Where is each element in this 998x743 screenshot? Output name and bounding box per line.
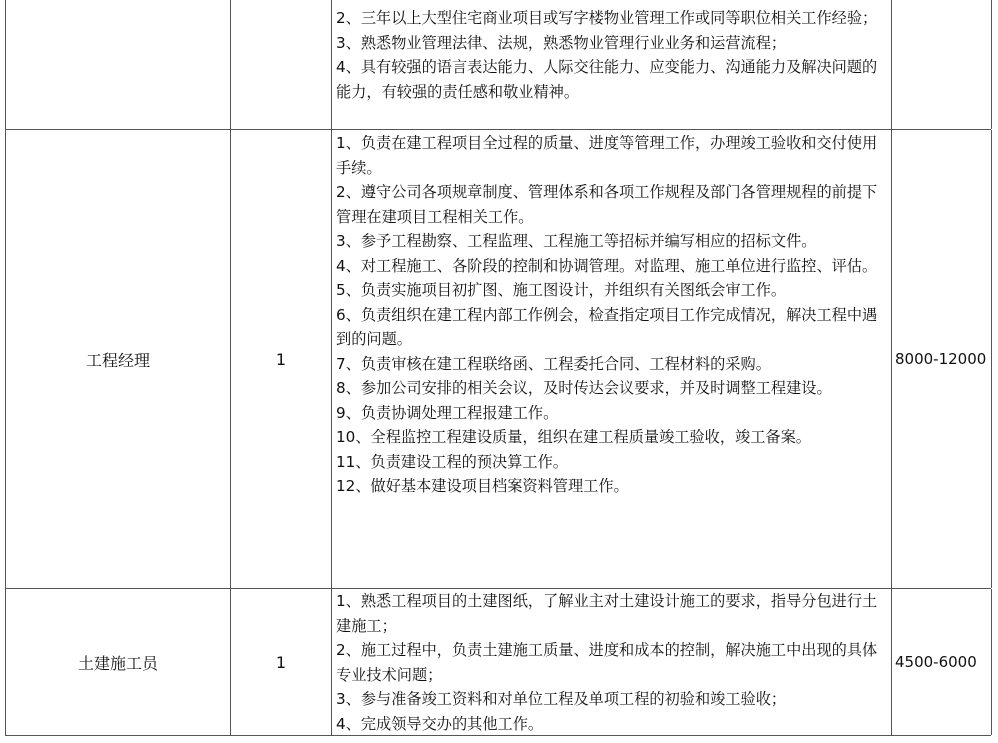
duty-item: 1、负责在建工程项目全过程的质量、进度等管理工作，办理竣工验收和交付使用手续。 (336, 134, 878, 177)
duty-item: 4、具有较强的语言表达能力、人际交往能力、应变能力、沟通能力及解决问题的能力，有较强的责任感和敬业精神。 (336, 58, 878, 101)
position-cell: 工程经理 (6, 130, 231, 588)
duty-item: 2、施工过程中，负责土建施工质量、进度和成本的控制，解决施工中出现的具体专业技术问题； (336, 641, 878, 684)
duty-item: 2、三年以上大型住宅商业项目或写字楼物业管理工作或同等职位相关工作经验； (336, 9, 878, 27)
duty-item: 12、做好基本建设项目档案资料管理工作。 (336, 477, 629, 495)
duty-item: 3、熟悉物业管理法律、法规，熟悉物业管理行业业务和运营流程； (336, 33, 787, 52)
duty-item: 6、负责组织在建工程内部工作例会，检查指定项目工作完成情况，解决工程中遇到的问题。 (336, 305, 878, 348)
duty-item: 10、全程监控工程建设质量，组织在建工程质量竣工验收，竣工备案。 (336, 428, 811, 446)
duties-cell (332, 130, 892, 588)
position-cell: 土建施工员 (6, 589, 231, 735)
salary-cell: 8000-12000 (895, 350, 987, 368)
duty-item: 3、参与准备竣工资料和对单位工程及单项工程的初验和竣工验收； (336, 690, 787, 708)
table-bottom-border (5, 735, 991, 736)
salary-cell (892, 0, 991, 129)
duty-item: 8、参加公司安排的相关会议，及时传达会议要求，并及时调整工程建设。 (336, 379, 832, 397)
table-row (5, 0, 992, 129)
duty-item: 2、遵守公司各项规章制度、管理体系和各项工作规程及部门各管理规程的前提下管理在建项目工程相关工作。 (336, 183, 878, 226)
duty-item: 11、负责建设工程的预决算工作。 (336, 452, 568, 471)
table-row (5, 589, 992, 735)
position-cell (6, 0, 231, 129)
duty-item: 3、参予工程勘察、工程监理、工程施工等招标并编写相应的招标文件。 (336, 232, 817, 250)
duty-item: 1、熟悉工程项目的土建图纸，了解业主对土建设计施工的要求，指导分包进行土建施工； (336, 592, 878, 635)
table-row (5, 130, 992, 588)
duties-cell (332, 0, 892, 129)
duty-item: 4、对工程施工、各阶段的控制和协调管理。对监理、施工单位进行监控、评估。 (336, 256, 878, 275)
count-cell: 1 (231, 589, 332, 735)
duties-cell (332, 589, 892, 735)
count-cell: 1 (231, 130, 332, 588)
duty-item: 9、负责协调处理工程报建工作。 (336, 403, 559, 422)
duty-item: 7、负责审核在建工程联络函、工程委托合同、工程材料的采购。 (336, 354, 771, 373)
duty-item: 4、完成领导交办的其他工作。 (336, 714, 544, 733)
duty-item: 5、负责实施项目初扩图、施工图设计，并组织有关图纸会审工作。 (336, 281, 787, 299)
salary-cell: 4500-6000 (895, 653, 977, 671)
count-cell (231, 0, 332, 129)
